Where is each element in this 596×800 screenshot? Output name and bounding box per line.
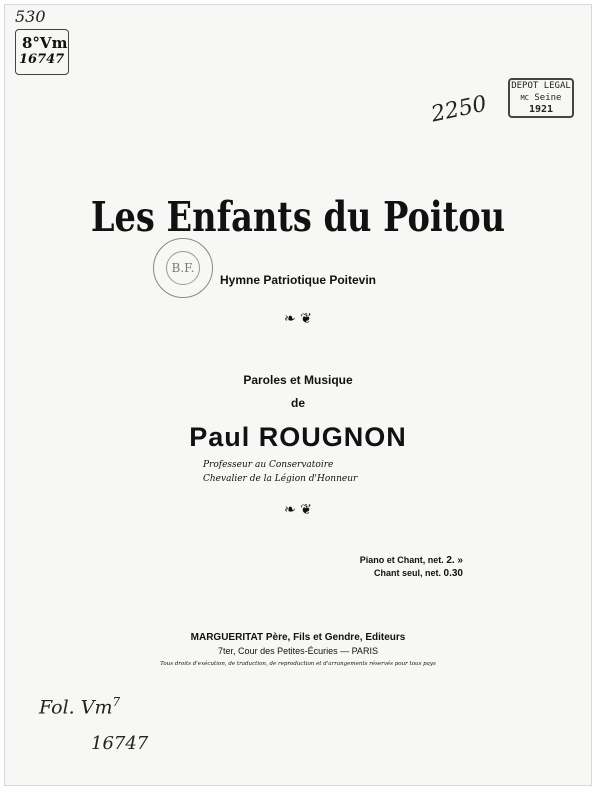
shelf-mark: 8°Vm bbox=[22, 34, 68, 52]
price-value-2: 0.30 bbox=[443, 568, 463, 579]
pencil-mark-number: 16747 bbox=[91, 733, 149, 754]
price-label-2: Chant seul, net. bbox=[374, 568, 442, 578]
price-line-1 bbox=[360, 555, 463, 566]
price-value-1: 2. » bbox=[446, 555, 463, 566]
sheet-music-cover bbox=[4, 4, 592, 786]
pencil-mark bbox=[39, 695, 120, 718]
pencil-mark-text: Fol. Vm bbox=[39, 696, 113, 719]
credit-by: de bbox=[290, 396, 305, 410]
catalog-stamp bbox=[15, 29, 69, 75]
ornament-top-icon: ❧ ❦ bbox=[284, 311, 312, 327]
publisher-name: MARGUERITAT Père, Fils et Gendre, Editeurs bbox=[190, 632, 406, 643]
library-stamp-letters: B.F. bbox=[166, 251, 200, 285]
rights-notice: Tous droits d'exécution, de traduction, de reproduction et d'arrangements réservés pour tous pays bbox=[160, 661, 436, 667]
composer-role-2: Chevalier de la Légion d'Honneur bbox=[203, 474, 358, 484]
depot-line2 bbox=[510, 92, 572, 104]
ornament-bottom-icon: ❧ ❦ bbox=[284, 502, 312, 518]
depot-mark: MC bbox=[520, 94, 529, 102]
price-label-1: Piano et Chant, net. bbox=[359, 555, 444, 565]
subtitle: Hymne Patriotique Poitevin bbox=[219, 273, 377, 287]
composer-name: Paul ROUGNON bbox=[189, 422, 407, 452]
composer-role-1: Professeur au Conservatoire bbox=[203, 460, 334, 470]
depot-year: 1921 bbox=[528, 104, 554, 115]
page-title: Les Enfants du Poitou bbox=[90, 193, 506, 241]
pencil-mark-sup: 7 bbox=[112, 695, 121, 709]
publisher-address: 7ter, Cour des Petites-Écuries — PARIS bbox=[218, 646, 378, 656]
price-line-2 bbox=[374, 568, 463, 579]
depot-place: Seine bbox=[534, 93, 562, 103]
credit-line: Paroles et Musique bbox=[243, 373, 353, 387]
depot-legal-stamp bbox=[508, 78, 574, 118]
corner-number: 530 bbox=[15, 7, 46, 26]
shelf-number: 16747 bbox=[19, 52, 65, 67]
library-stamp bbox=[153, 238, 213, 298]
pencil-number: 2250 bbox=[429, 91, 489, 128]
depot-line1: DEPOT LEGAL bbox=[511, 81, 571, 91]
